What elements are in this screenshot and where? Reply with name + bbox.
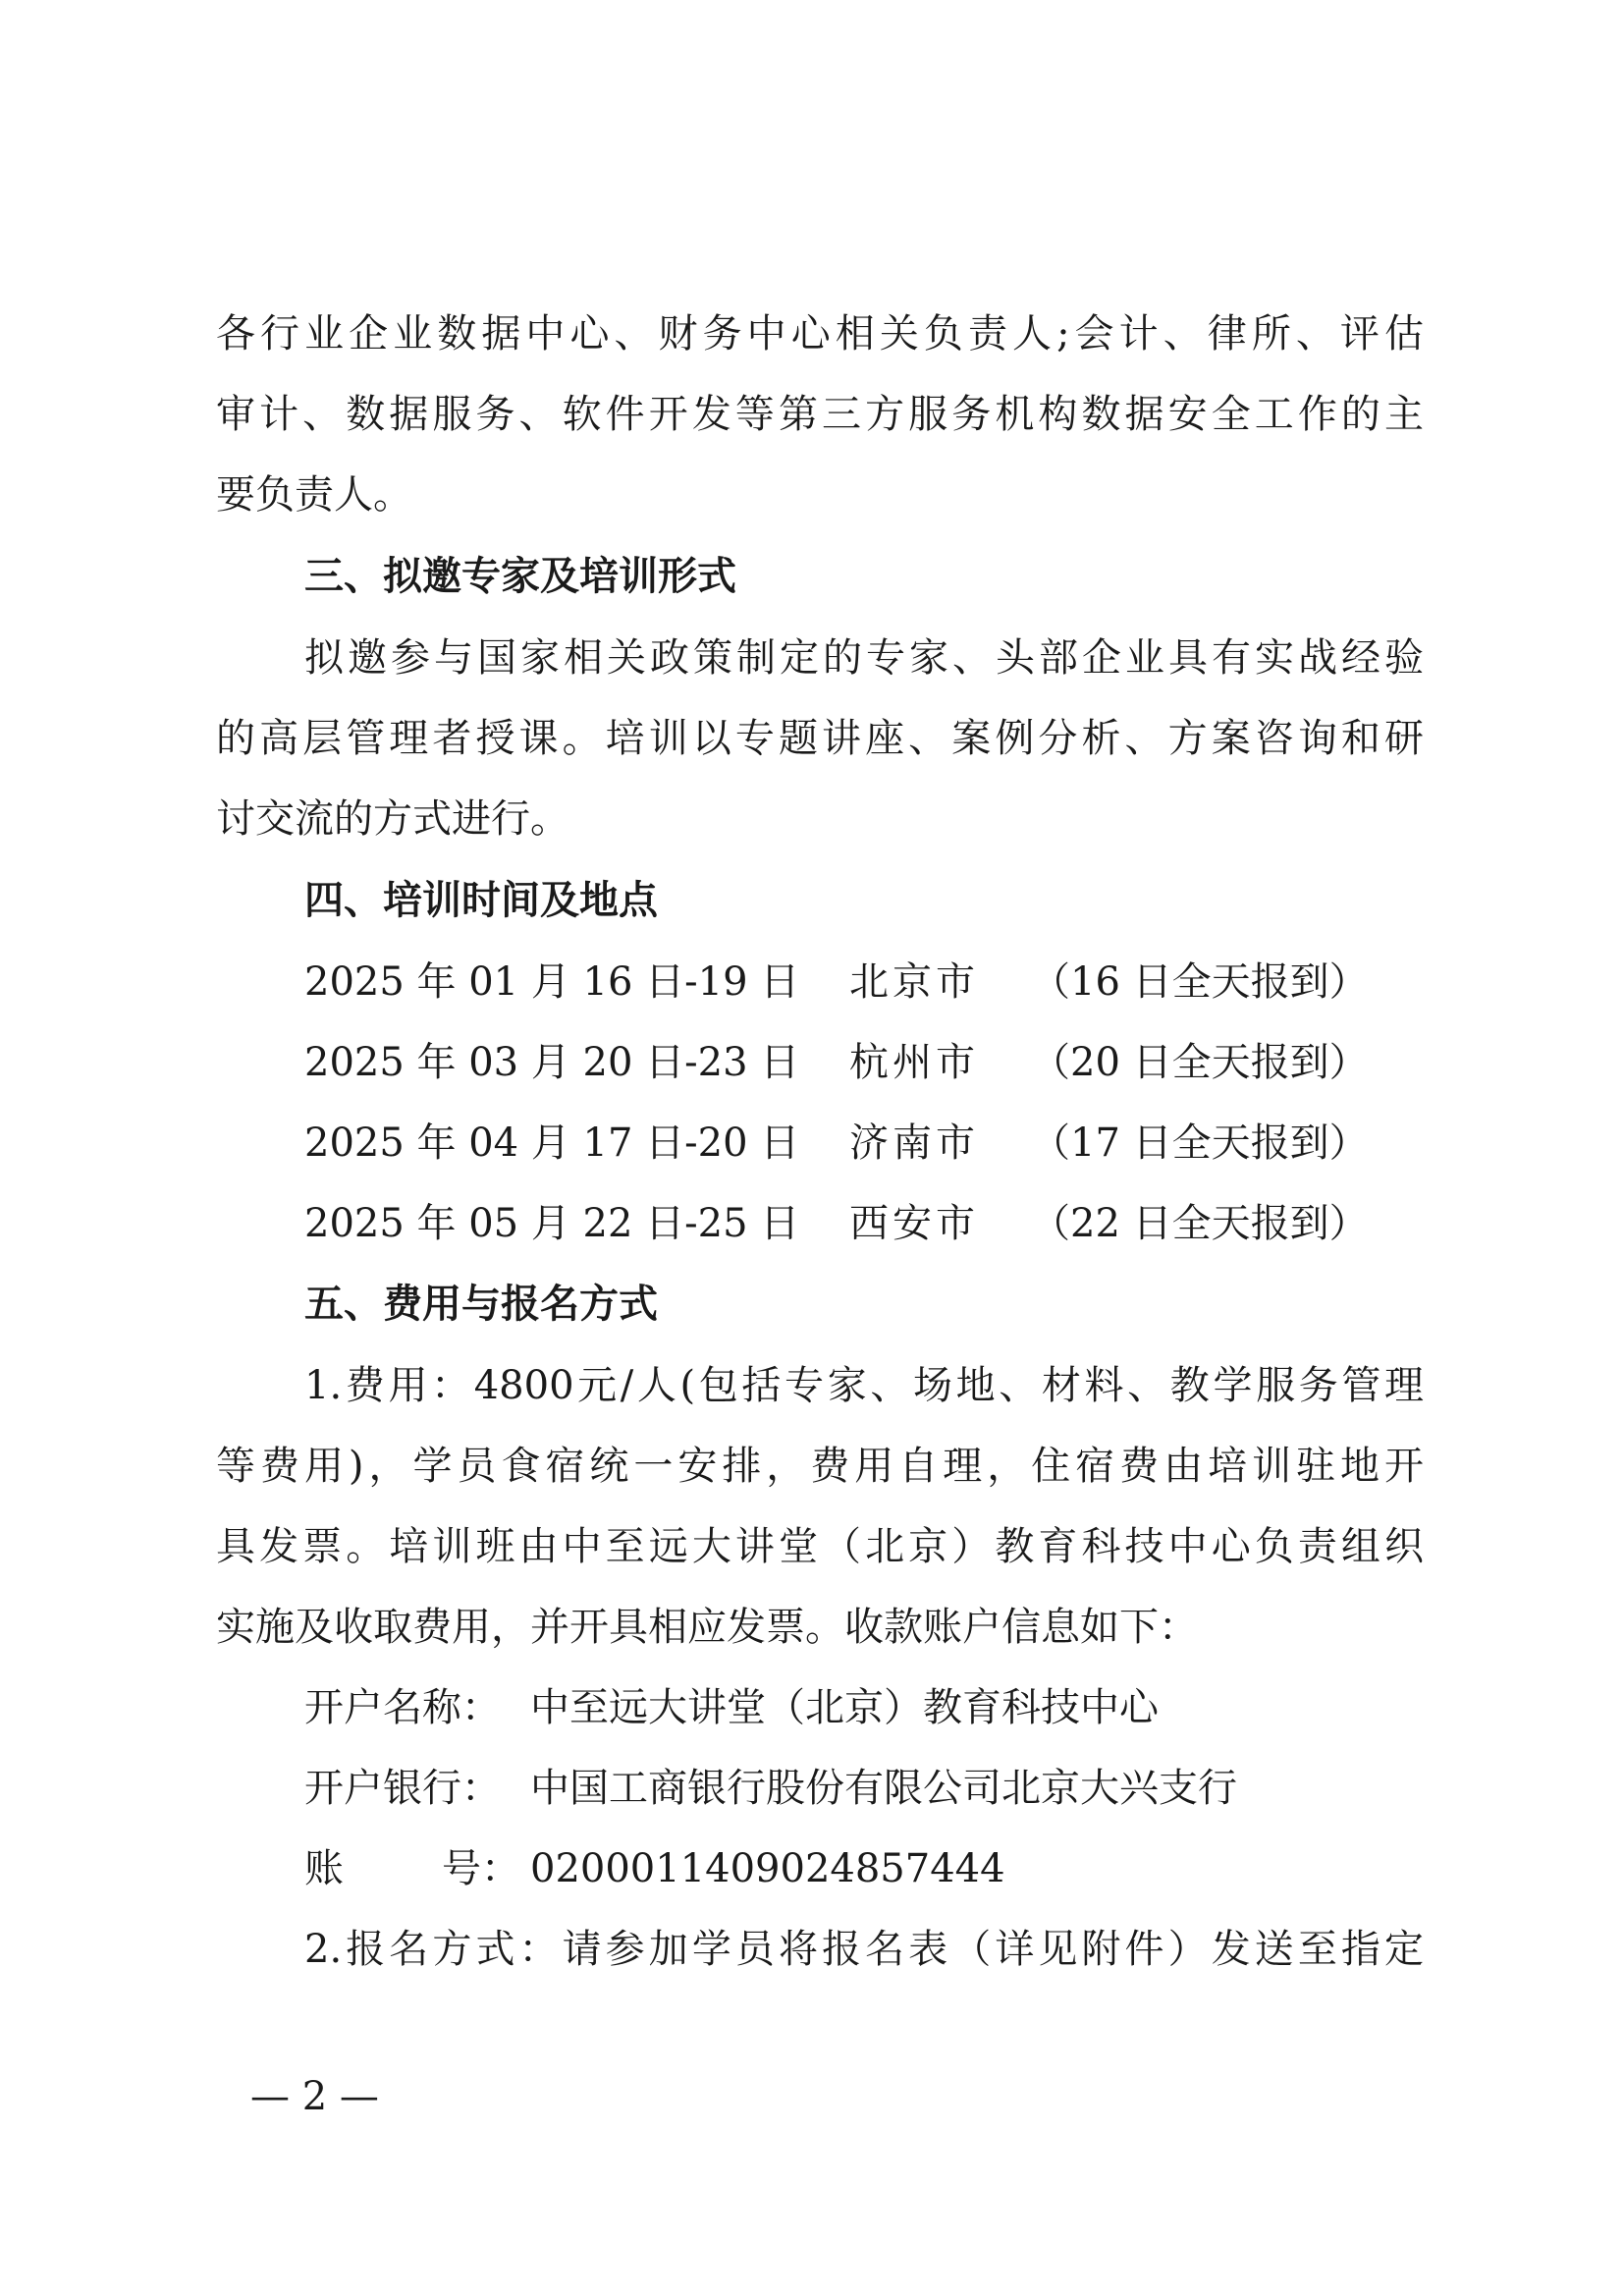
account-number-label-a: 账 [304, 1846, 344, 1891]
schedule-city: 济南市 [849, 1121, 979, 1166]
schedule-city: 西安市 [849, 1201, 979, 1246]
schedule-date: 2025 年 04 月 17 日-20 日 [304, 1121, 800, 1166]
account-number-row [304, 1844, 1005, 1893]
account-name-value: 中至远大讲堂（北京）教育科技中心 [530, 1685, 1159, 1730]
paragraph-line: 等费用)，学员食宿统一安排，费用自理，住宿费由培训驻地开 [216, 1444, 1424, 1489]
section-heading-5: 五、费用与报名方式 [304, 1282, 658, 1327]
paragraph-line: 要负责人。 [216, 472, 412, 518]
paragraph-line: 具发票。培训班由中至远大讲堂（北京）教育科技中心负责组织 [216, 1524, 1424, 1569]
section-heading-3: 三、拟邀专家及培训形式 [304, 554, 736, 599]
schedule-note: （16 日全天报到） [1031, 959, 1369, 1005]
account-number-label-b: 号： [442, 1846, 520, 1891]
schedule-date: 2025 年 01 月 16 日-19 日 [304, 959, 800, 1005]
account-bank-label: 开户银行： [304, 1766, 501, 1811]
account-name-row [304, 1683, 1159, 1732]
account-bank-row [304, 1764, 1237, 1813]
paragraph-line: 实施及收取费用，并开具相应发票。收款账户信息如下： [216, 1605, 1198, 1650]
account-name-label: 开户名称： [304, 1685, 501, 1730]
paragraph-line: 讨交流的方式进行。 [216, 796, 569, 842]
paragraph-line: 各行业企业数据中心、财务中心相关负责人;会计、律所、评估 [216, 311, 1424, 356]
paragraph-line: 的高层管理者授课。培训以专题讲座、案例分析、方案咨询和研 [216, 716, 1424, 761]
paragraph-line: 拟邀参与国家相关政策制定的专家、头部企业具有实战经验 [304, 635, 1424, 681]
paragraph-line: 1.费用：4800元/人(包括专家、场地、材料、教学服务管理 [304, 1363, 1424, 1408]
paragraph-line: 审计、数据服务、软件开发等第三方服务机构数据安全工作的主 [216, 392, 1424, 437]
schedule-date: 2025 年 05 月 22 日-25 日 [304, 1201, 800, 1246]
schedule-city: 杭州市 [849, 1040, 979, 1085]
schedule-note: （22 日全天报到） [1031, 1201, 1369, 1246]
section-heading-4: 四、培训时间及地点 [304, 878, 658, 923]
schedule-note: （17 日全天报到） [1031, 1121, 1369, 1166]
paragraph-line: 2.报名方式：请参加学员将报名表（详见附件）发送至指定 [304, 1927, 1424, 1972]
schedule-city: 北京市 [849, 959, 979, 1005]
schedule-note: （20 日全天报到） [1031, 1040, 1369, 1085]
account-number-value: 0200011409024857444 [530, 1846, 1005, 1891]
account-bank-value: 中国工商银行股份有限公司北京大兴支行 [530, 1766, 1237, 1811]
schedule-date: 2025 年 03 月 20 日-23 日 [304, 1040, 800, 1085]
page-number: — 2 — [250, 2074, 379, 2119]
